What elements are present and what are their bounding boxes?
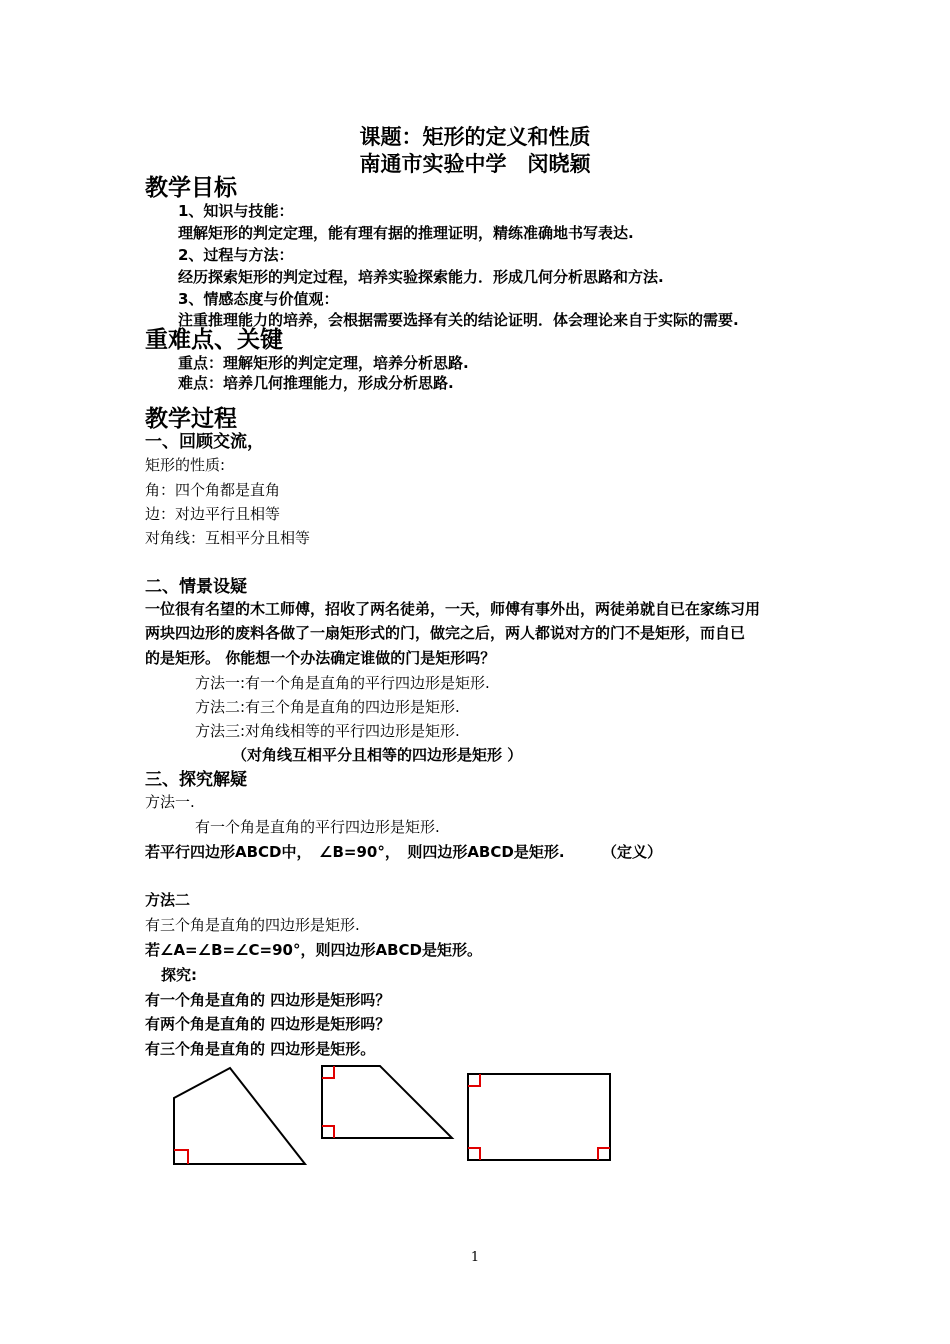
page-number: 1 (470, 1250, 480, 1265)
goal-knowledge-label: 1、知识与技能： (178, 202, 294, 220)
quadrilateral-shape (174, 1068, 305, 1164)
method-2: 方法二:有三个角是直角的四边形是矩形. (195, 698, 460, 716)
section-explore: 三、探究解疑 (145, 770, 247, 790)
section-scenario: 二、情景设疑 (145, 577, 247, 597)
method-2-title: 方法二 (145, 891, 191, 909)
method-1-statement: 有一个角是直角的平行四边形是矩形. (195, 818, 440, 836)
story-line-2: 两块四边形的废料各做了一扇矩形式的门，做完之后，两人都说对方的门不是矩形，而自已 (145, 624, 746, 642)
key-difficulty: 难点：培养几何推理能力，形成分析思路. (178, 374, 454, 392)
method-2-statement: 有三个角是直角的四边形是矩形. (145, 916, 360, 934)
right-angle-mark-top (322, 1066, 334, 1078)
goal-knowledge-text: 理解矩形的判定定理，能有理有据的推理证明，精练准确地书写表达. (178, 224, 634, 242)
goal-process-label: 2、过程与方法： (178, 246, 294, 264)
method-3: 方法三:对角线相等的平行四边形是矩形. (195, 722, 460, 740)
doc-subtitle: 南通市实验中学 闵晓颖 (359, 152, 591, 176)
process-heading: 教学过程 (145, 406, 237, 432)
right-angle-mark-bottom-left (468, 1148, 480, 1160)
story-line-3: 的是矩形。 你能想一个办法确定谁做的门是矩形吗？ (145, 649, 496, 667)
story-line-1: 一位很有名望的木工师傅，招收了两名徒弟，一天，师傅有事外出，两徒弟就自已在家练习用 (145, 600, 761, 618)
figure-one-right-angle (160, 1060, 320, 1175)
right-angle-mark-bottom-right (598, 1148, 610, 1160)
props-title: 矩形的性质: (145, 456, 226, 474)
goals-heading: 教学目标 (145, 175, 237, 201)
prop-side: 边：对边平行且相等 (145, 505, 281, 523)
rectangle-shape (468, 1074, 610, 1160)
doc-title: 课题：矩形的定义和性质 (359, 125, 591, 149)
right-angle-mark (174, 1150, 188, 1164)
key-heading: 重难点、关键 (145, 327, 283, 353)
method-1-proof: 若平行四边形ABCD中， ∠B=90°， 则四边形ABCD是矩形. （定义） (145, 843, 663, 861)
question-3: 有三个角是直角的 四边形是矩形。 (145, 1040, 376, 1058)
goal-emotion-text: 注重推理能力的培养，会根据需要选择有关的结论证明．体会理论来自于实际的需要. (178, 311, 739, 329)
right-angle-mark-top-left (468, 1074, 480, 1086)
question-2: 有两个角是直角的 四边形是矩形吗？ (145, 1015, 391, 1033)
figure-two-right-angles (312, 1058, 462, 1148)
figure-three-right-angles (458, 1066, 620, 1170)
method-3-note: （对角线互相平分且相等的四边形是矩形 ） (232, 746, 523, 764)
question-1: 有一个角是直角的 四边形是矩形吗？ (145, 991, 391, 1009)
prop-diagonal: 对角线：互相平分且相等 (145, 529, 311, 547)
goal-process-text: 经历探索矩形的判定过程，培养实验探索能力．形成几何分析思路和方法. (178, 268, 664, 286)
explore-label: 探究: (161, 966, 197, 984)
prop-angle: 角：四个角都是直角 (145, 481, 281, 499)
method-1: 方法一:有一个角是直角的平行四边形是矩形. (195, 674, 490, 692)
key-focus: 重点：理解矩形的判定定理，培养分析思路. (178, 354, 469, 372)
method-1-title: 方法一. (145, 793, 195, 811)
method-2-proof: 若∠A=∠B=∠C=90°，则四边形ABCD是矩形。 (145, 941, 482, 959)
right-angle-mark-bottom (322, 1126, 334, 1138)
goal-emotion-label: 3、情感态度与价值观： (178, 290, 339, 308)
section-review: 一、回顾交流， (145, 432, 264, 452)
trapezoid-shape (322, 1066, 452, 1138)
